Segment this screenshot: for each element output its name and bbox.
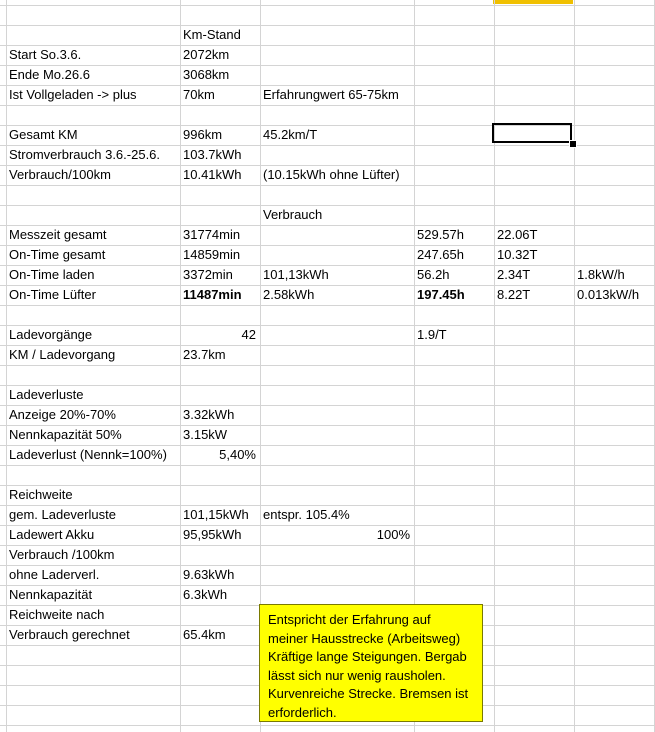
cell-e14[interactable]: 2.34T xyxy=(497,267,531,282)
row-gridline xyxy=(0,585,655,586)
note-line: Entspricht der Erfahrung auf xyxy=(268,612,431,627)
cell-a28[interactable]: Verbrauch /100km xyxy=(9,547,115,562)
cell-c14[interactable]: 101,13kWh xyxy=(263,267,329,282)
row-gridline xyxy=(0,285,655,286)
cell-a26[interactable]: gem. Ladeverluste xyxy=(9,507,116,522)
cell-b21[interactable]: 3.32kWh xyxy=(183,407,235,422)
row-gridline xyxy=(0,305,655,306)
cell-a21[interactable]: Anzeige 20%-70% xyxy=(9,407,116,422)
cell-b26[interactable]: 101,15kWh xyxy=(183,507,249,522)
cell-b13[interactable]: 14859min xyxy=(183,247,241,262)
cell-b22[interactable]: 3.15kW xyxy=(183,427,228,442)
cell-f15[interactable]: 0.013kW/h xyxy=(577,287,640,302)
cell-a9[interactable]: Verbrauch/100km xyxy=(9,167,111,182)
cell-a14[interactable]: On-Time laden xyxy=(9,267,95,282)
cell-d15[interactable]: 197.45h xyxy=(417,287,465,302)
note-line: erforderlich. xyxy=(268,704,337,720)
note-line: Kräftige lange Steigungen. Bergab xyxy=(268,649,467,665)
note-textbox[interactable] xyxy=(259,604,483,722)
cell-a32[interactable]: Verbrauch gerechnet xyxy=(9,627,130,642)
fill-handle[interactable] xyxy=(569,140,577,148)
cell-b3[interactable]: 2072km xyxy=(183,47,230,62)
cell-b23[interactable]: 5,40% xyxy=(219,447,256,462)
cell-b30[interactable]: 6.3kWh xyxy=(183,587,228,602)
cell-c26[interactable]: entspr. 105.4% xyxy=(263,507,350,522)
cell-a29[interactable]: ohne Laderverl. xyxy=(9,567,100,582)
row-gridline xyxy=(0,385,655,386)
cell-b29[interactable]: 9.63kWh xyxy=(183,567,235,582)
cell-a31[interactable]: Reichweite nach xyxy=(9,607,105,622)
cell-b27[interactable]: 95,95kWh xyxy=(183,527,242,542)
cell-b15[interactable]: 11487min xyxy=(183,287,242,302)
cell-d12[interactable]: 529.57h xyxy=(417,227,464,242)
row-gridline xyxy=(0,25,655,26)
cell-b32[interactable]: 65.4km xyxy=(183,627,226,642)
column-gridline xyxy=(494,0,495,732)
cell-b9[interactable]: 10.41kWh xyxy=(183,167,242,182)
row-gridline xyxy=(0,325,655,326)
row-gridline xyxy=(0,185,655,186)
cell-c11[interactable]: Verbrauch xyxy=(263,207,323,222)
cell-c5[interactable]: Erfahrungwert 65-75km xyxy=(263,87,399,102)
cell-b17[interactable]: 42 xyxy=(241,327,256,342)
cell-d13[interactable]: 247.65h xyxy=(417,247,464,262)
cell-a17[interactable]: Ladevorgänge xyxy=(9,327,93,342)
row-gridline xyxy=(0,65,655,66)
cell-d17[interactable]: 1.9/T xyxy=(417,327,447,342)
row-gridline xyxy=(0,485,655,486)
cell-b4[interactable]: 3068km xyxy=(183,67,230,82)
cell-d14[interactable]: 56.2h xyxy=(417,267,450,282)
cell-a23[interactable]: Ladeverlust (Nennk=100%) xyxy=(9,447,167,462)
cell-c9[interactable]: (10.15kWh ohne Lüfter) xyxy=(263,167,400,182)
cell-f14[interactable]: 1.8kW/h xyxy=(577,267,625,282)
note-line: meiner Hausstrecke (Arbeitsweg) xyxy=(268,630,461,646)
note-line: Kurvenreiche Strecke. Bremsen ist xyxy=(268,686,469,702)
cell-b18[interactable]: 23.7km xyxy=(183,347,226,362)
cell-b7[interactable]: 996km xyxy=(183,127,223,142)
column-gridline xyxy=(180,0,181,732)
cell-a12[interactable]: Messzeit gesamt xyxy=(9,227,107,242)
column-gridline xyxy=(574,0,575,732)
row-gridline xyxy=(0,205,655,206)
cell-e15[interactable]: 8.22T xyxy=(497,287,531,302)
cell-a20[interactable]: Ladeverluste xyxy=(9,387,84,402)
cell-b12[interactable]: 31774min xyxy=(183,227,241,242)
cell-c27[interactable]: 100% xyxy=(376,527,410,542)
cell-a4[interactable]: Ende Mo.26.6 xyxy=(9,67,90,82)
cell-a27[interactable]: Ladewert Akku xyxy=(9,527,95,542)
cell-a18[interactable]: KM / Ladevorgang xyxy=(9,347,116,362)
column-header-highlight xyxy=(493,0,573,4)
row-gridline xyxy=(0,465,655,466)
row-gridline xyxy=(0,105,655,106)
cell-b14[interactable]: 3372min xyxy=(183,267,233,282)
cell-a3[interactable]: Start So.3.6. xyxy=(9,47,82,62)
row-gridline xyxy=(0,45,655,46)
cell-a22[interactable]: Nennkapazität 50% xyxy=(9,427,122,442)
cell-e12[interactable]: 22.06T xyxy=(497,227,538,242)
row-gridline xyxy=(0,725,655,726)
row-gridline xyxy=(0,365,655,366)
cell-c15[interactable]: 2.58kWh xyxy=(263,287,315,302)
cell-a5[interactable]: Ist Vollgeladen -> plus xyxy=(9,87,137,102)
cell-b8[interactable]: 103.7kWh xyxy=(183,147,242,162)
selected-cell[interactable] xyxy=(492,123,572,143)
cell-a13[interactable]: On-Time gesamt xyxy=(9,247,106,262)
cell-e13[interactable]: 10.32T xyxy=(497,247,538,262)
row-gridline xyxy=(0,5,655,6)
cell-a15[interactable]: On-Time Lüfter xyxy=(9,287,96,302)
cell-b2[interactable]: Km-Stand xyxy=(183,27,241,42)
cell-a7[interactable]: Gesamt KM xyxy=(9,127,78,142)
note-line: lässt sich nur wenig rausholen. xyxy=(268,667,446,683)
cell-a8[interactable]: Stromverbrauch 3.6.-25.6. xyxy=(9,147,161,162)
cell-a30[interactable]: Nennkapazität xyxy=(9,587,93,602)
cell-a25[interactable]: Reichweite xyxy=(9,487,73,502)
cell-b5[interactable]: 70km xyxy=(183,87,215,102)
cell-c7[interactable]: 45.2km/T xyxy=(263,127,318,142)
